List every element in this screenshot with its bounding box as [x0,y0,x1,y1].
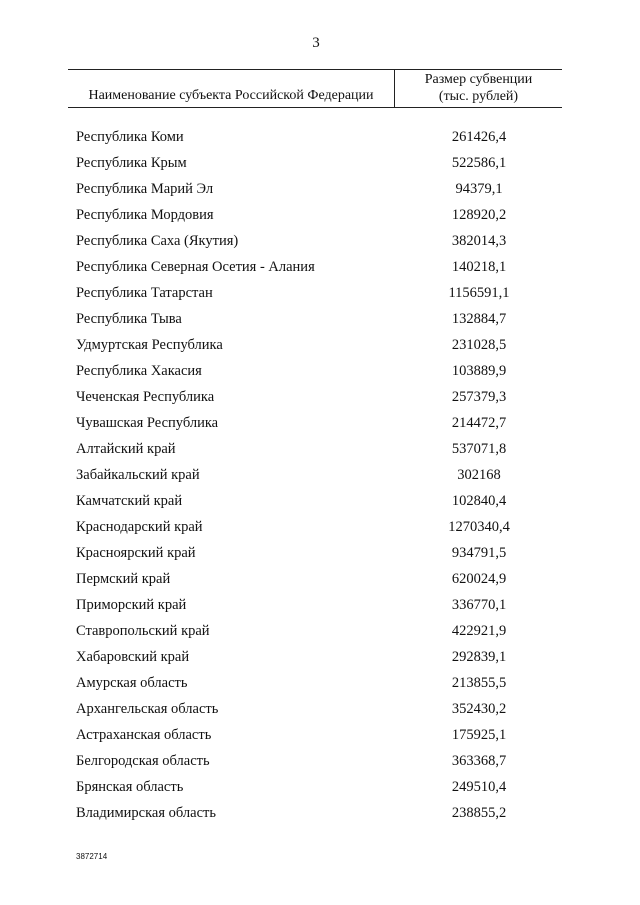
document-code: 3872714 [76,852,108,861]
table-row [0,800,640,826]
subvention-amount-cell: 382014,3 [451,232,507,249]
subject-name-cell: Чеченская Республика [76,388,215,405]
subvention-amount-cell: 261426,4 [451,128,507,145]
subvention-amount-cell: 620024,9 [451,570,507,587]
subject-name-cell: Чувашская Республика [76,414,219,431]
subvention-amount-cell: 132884,7 [451,310,507,327]
subject-name-cell: Пермский край [76,570,171,587]
subvention-amount-cell: 103889,9 [451,362,507,379]
subject-name-cell: Хабаровский край [76,648,190,665]
table-row [0,514,640,540]
subject-name-cell: Республика Татарстан [76,284,213,301]
subject-name-cell: Республика Мордовия [76,206,214,223]
subvention-amount-cell: 214472,7 [451,414,507,431]
subject-name-cell: Приморский край [76,596,187,613]
subvention-amount-cell: 140218,1 [451,258,507,275]
table-row [0,488,640,514]
table-body [0,124,640,826]
subvention-amount-cell: 238855,2 [451,804,507,821]
subject-name-cell: Республика Крым [76,154,187,171]
table-row [0,618,640,644]
table-row [0,358,640,384]
table-row [0,748,640,774]
subject-name-cell: Республика Марий Эл [76,180,214,197]
subject-name-cell: Краснодарский край [76,518,203,535]
subject-name-cell: Республика Северная Осетия - Алания [76,258,315,275]
subject-name-cell: Ставропольский край [76,622,210,639]
subvention-amount-cell: 292839,1 [451,648,507,665]
table-row [0,592,640,618]
subvention-amount-cell: 249510,4 [451,778,507,795]
subvention-amount-cell: 352430,2 [451,700,507,717]
subvention-amount-cell: 175925,1 [451,726,507,743]
table-row [0,150,640,176]
table-row [0,436,640,462]
subject-name-cell: Брянская область [76,778,184,795]
subvention-amount-cell: 94379,1 [455,180,503,197]
table-row [0,670,640,696]
subject-name-cell: Амурская область [76,674,188,691]
subject-name-cell: Красноярский край [76,544,196,561]
table-row [0,124,640,150]
column-header-subject-name [68,70,395,107]
column-header-subvention-line1: Размер субвенции [424,72,533,87]
subject-name-cell: Владимирская область [76,804,216,821]
subject-name-cell: Алтайский край [76,440,176,457]
table-row [0,644,640,670]
subject-name-cell: Астраханская область [76,726,212,743]
subject-name-cell: Забайкальский край [76,466,200,483]
table-row [0,228,640,254]
subvention-amount-cell: 128920,2 [451,206,507,223]
table-row [0,540,640,566]
table-row [0,306,640,332]
table-row [0,566,640,592]
table-header [68,69,562,108]
subvention-amount-cell: 422921,9 [451,622,507,639]
subject-name-cell: Республика Саха (Якутия) [76,232,239,249]
table-row [0,176,640,202]
table-row [0,696,640,722]
subject-name-cell: Камчатский край [76,492,183,509]
subvention-amount-cell: 1270340,4 [448,518,510,535]
table-row [0,254,640,280]
subvention-amount-cell: 257379,3 [451,388,507,405]
subject-name-cell: Белгородская область [76,752,210,769]
subvention-amount-cell: 363368,7 [451,752,507,769]
subject-name-cell: Удмуртская Республика [76,336,223,353]
column-header-subvention-line2: (тыс. рублей) [438,89,519,104]
subject-name-cell: Республика Хакасия [76,362,202,379]
table-row [0,722,640,748]
table-row [0,462,640,488]
table-row [0,384,640,410]
subvention-amount-cell: 934791,5 [451,544,507,561]
subvention-amount-cell: 537071,8 [451,440,507,457]
subvention-amount-cell: 302168 [457,466,501,483]
table-row [0,202,640,228]
subvention-amount-cell: 231028,5 [451,336,507,353]
column-header-subvention-amount [395,70,562,107]
subject-name-cell: Архангельская область [76,700,219,717]
subvention-amount-cell: 213855,5 [451,674,507,691]
subject-name-cell: Республика Коми [76,128,184,145]
subvention-amount-cell: 336770,1 [451,596,507,613]
page-number: 3 [312,35,320,51]
subvention-amount-cell: 522586,1 [451,154,507,171]
subject-name-cell: Республика Тыва [76,310,182,327]
column-header-subject-name-label: Наименование субъекта Российской Федерации [88,88,374,103]
table-row [0,280,640,306]
table-row [0,774,640,800]
table-row [0,410,640,436]
table-row [0,332,640,358]
subvention-amount-cell: 1156591,1 [448,284,510,301]
subvention-amount-cell: 102840,4 [451,492,507,509]
